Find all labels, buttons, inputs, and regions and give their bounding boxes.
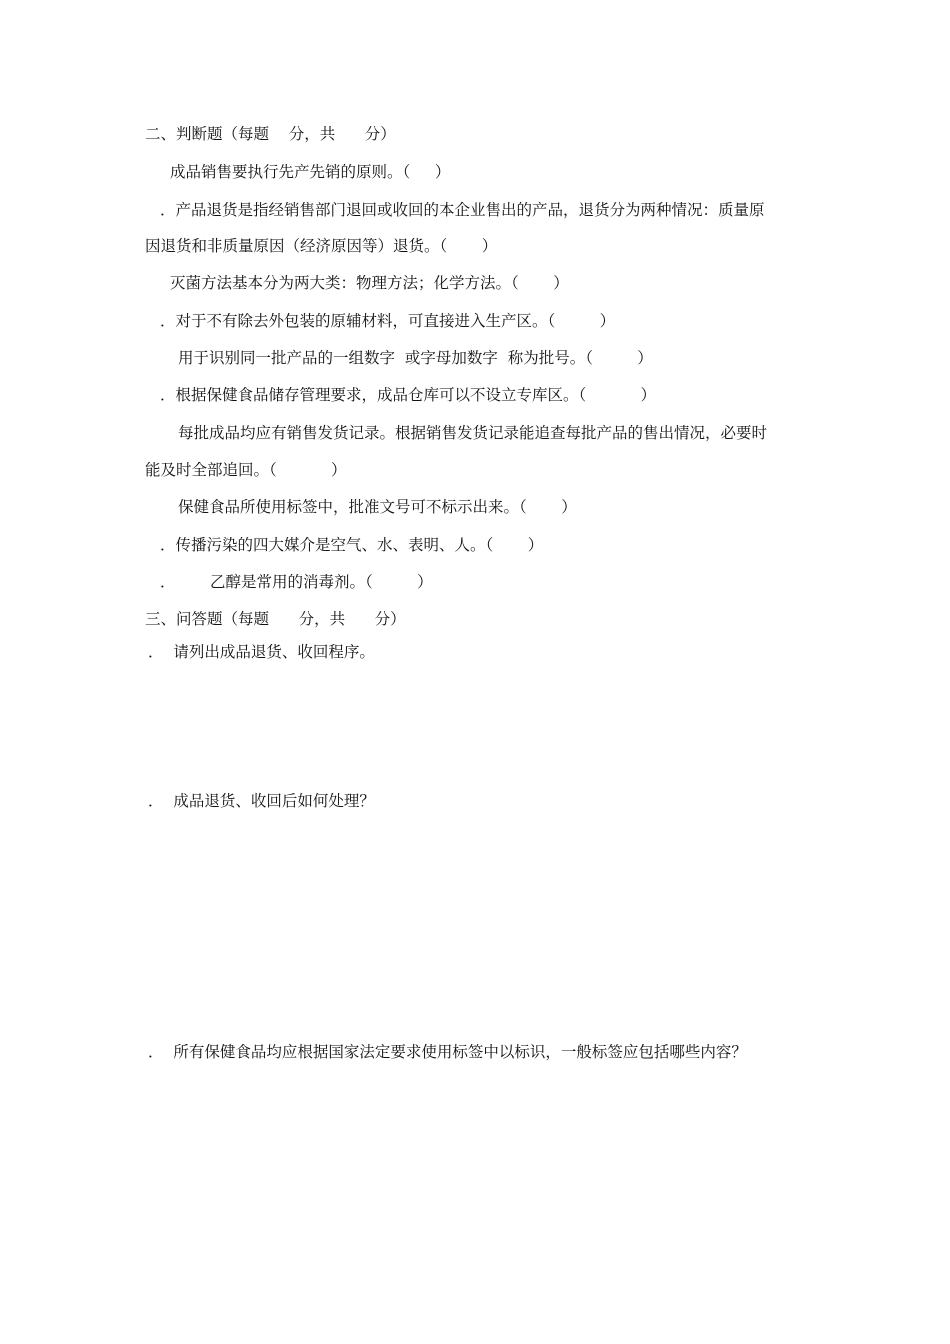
judgement-item: ． 乙醇是常用的消毒剂。（ ）: [160, 573, 433, 591]
section-3-heading: 三、问答题（每题 分，共 分）: [145, 610, 406, 628]
judgement-item: 成品销售要执行先产先销的原则。（ ）: [170, 163, 451, 181]
judgement-item: 保健食品所使用标签中，批准文号可不标示出来。（ ）: [178, 498, 577, 516]
judgement-item: ．传播污染的四大媒介是空气、水、表明、人。（ ）: [160, 536, 544, 554]
judgement-item: 每批成品均应有销售发货记录。根据销售发货记录能追查每批产品的售出情况，必要时: [178, 424, 768, 442]
judgement-item: ．根据保健食品储存管理要求，成品仓库可以不设立专库区。（ ）: [160, 386, 656, 404]
judgement-item: ．产品退货是指经销售部门退回或收回的本企业售出的产品，退货分为两种情况：质量原: [160, 201, 765, 219]
judgement-item: ．对于不有除去外包装的原辅材料，可直接进入生产区。（ ）: [160, 312, 616, 330]
judgement-item: 灭菌方法基本分为两大类：物理方法；化学方法。（ ）: [170, 274, 569, 292]
judgement-item: 用于识别同一批产品的一组数字 或字母加数字 称为批号。（ ）: [178, 349, 653, 367]
question-item: ． 所有保健食品均应根据国家法定要求使用标签中以标识，一般标签应包括哪些内容？: [148, 1043, 747, 1061]
question-item: ． 请列出成品退货、收回程序。: [148, 643, 375, 661]
judgement-item-continuation: 因退货和非质量原因（经济原因等）退货。（ ）: [145, 237, 498, 255]
section-2-heading: 二、判断题（每题 分，共 分）: [145, 125, 396, 143]
judgement-item-continuation: 能及时全部追回。（ ）: [145, 461, 347, 479]
question-item: ． 成品退货、收回后如何处理？: [148, 792, 375, 810]
